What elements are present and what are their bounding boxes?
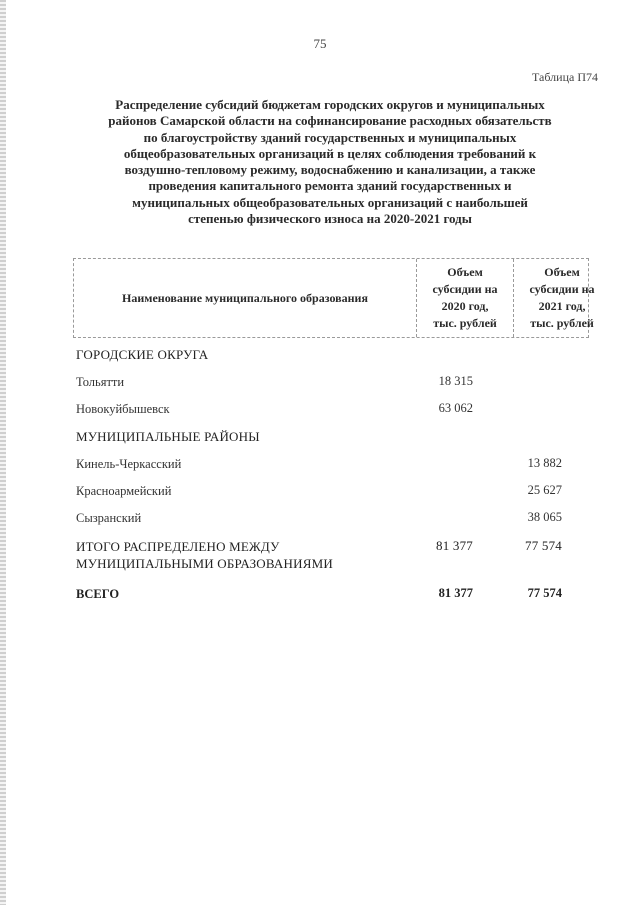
row-value-2021: 25 627 [527, 483, 562, 497]
row-value-2021: 77 574 [525, 538, 562, 553]
table-label: Таблица П74 [532, 70, 598, 84]
header-2021-line: субсидии на [529, 282, 595, 296]
row-name: Кинель-Черкасский [76, 457, 182, 471]
header-2020-line: тыс. рублей [433, 316, 497, 330]
title-line: районов Самарской области на софинансирование расходных обязательств [108, 113, 552, 129]
page-number: 75 [313, 36, 327, 51]
table-header [73, 258, 595, 338]
row-value-2021: 38 065 [527, 510, 562, 524]
header-2020-column [417, 259, 514, 337]
title-line: воздушно-тепловому режиму, водоснабжению и канализации, а также [124, 162, 536, 178]
row-name: ИТОГО РАСПРЕДЕЛЕНО МЕЖДУ МУНИЦИПАЛЬНЫМИ ОБРАЗОВАНИЯМИ [76, 539, 333, 571]
row-name: ГОРОДСКИЕ ОКРУГА [76, 347, 209, 362]
scan-edge [0, 0, 6, 905]
row-name: Новокуйбышевск [76, 402, 170, 416]
row-name: Тольятти [76, 375, 125, 389]
header-2021-line: тыс. рублей [530, 316, 594, 330]
row-value-2020: 81 377 [436, 538, 473, 553]
row-name: Красноармейский [76, 484, 172, 498]
header-2020-line: субсидии на [432, 282, 498, 296]
header-2020-line: Объем [447, 265, 483, 279]
header-2021-line: Объем [544, 265, 580, 279]
title-line: степенью физического износа на 2020-2021 годы [188, 211, 472, 227]
row-name: Сызранский [76, 511, 142, 525]
row-name: МУНИЦИПАЛЬНЫЕ РАЙОНЫ [76, 429, 260, 444]
title-line: по благоустройству зданий государственных и муниципальных [143, 129, 517, 145]
header-name-column: Наименование муниципального образования [74, 259, 417, 337]
document-title [70, 97, 590, 227]
header-2021-line: 2021 год, [538, 299, 586, 313]
header-2020-line: 2020 год, [441, 299, 489, 313]
row-value-2020: 81 377 [438, 586, 473, 600]
row-value-2020: 18 315 [438, 374, 473, 388]
row-value-2021: 77 574 [527, 586, 562, 600]
row-value-2020: 63 062 [438, 401, 473, 415]
title-line: Распределение субсидий бюджетам городских округов и муниципальных [115, 97, 545, 112]
title-line: муниципальных общеобразовательных организаций с наибольшей [132, 194, 528, 210]
title-line: общеобразовательных организаций в целях соблюдения требований к [123, 145, 537, 161]
row-name: ВСЕГО [76, 587, 120, 601]
row-value-2021: 13 882 [527, 456, 562, 470]
header-2021-column [514, 259, 610, 337]
title-line: проведения капитального ремонта зданий государственных и [148, 178, 512, 194]
